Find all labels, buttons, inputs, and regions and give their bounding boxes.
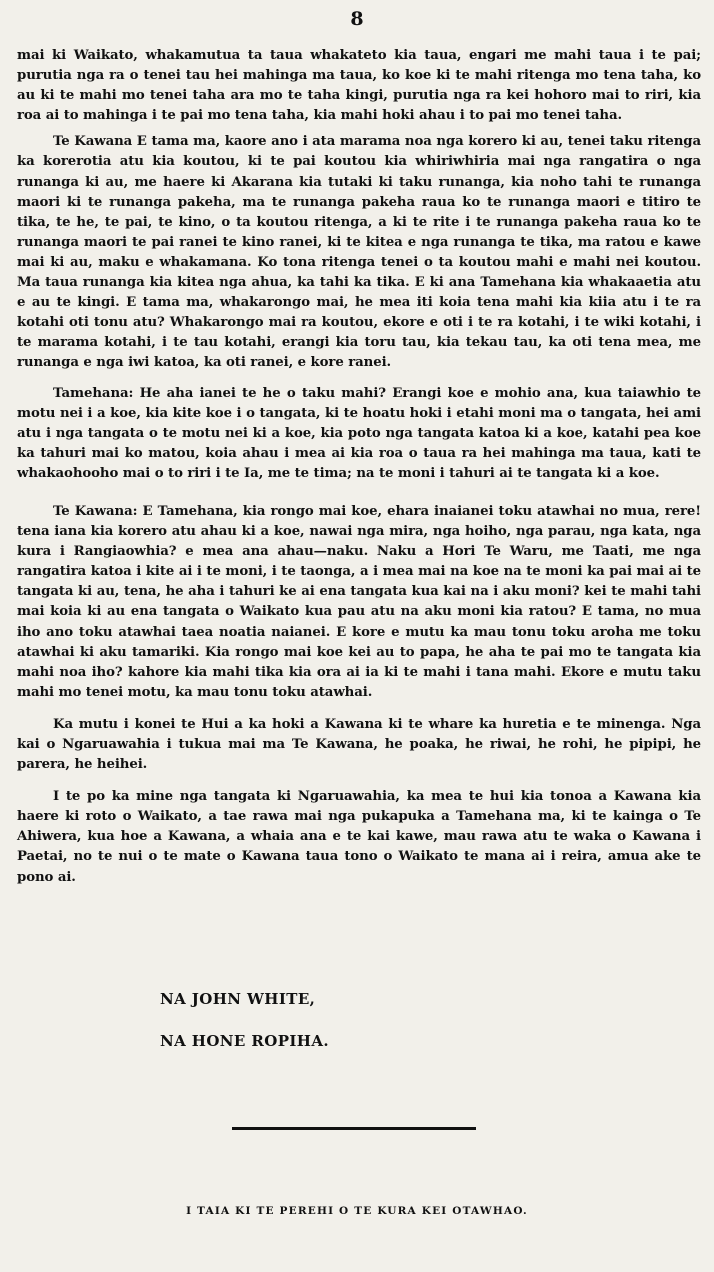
horizontal-rule <box>232 1127 476 1130</box>
paragraph-hui-end: Ka mutu i konei te Hui a ka hoki a Kawana ki te whare ka huretia e te minenga. Nga kai o Ngaruawahia i tukua mai ma Te Kawana, he poaka, he riwai, he rohi, he pipipi, he parera, he heihei. <box>17 716 701 773</box>
paragraph-continuation: mai ki Waikato, whakamutua ta taua whakateto kia taua, engari me mahi taua i te pai; purutia nga ra o tenei tau hei mahinga ma taua, ko koe ki te mahi ritenga mo tena taha, ko au ki te mahi mo tenei taha ara mo te taha kingi, purutia nga ra kei hohoro mai to riri, kia roa ai to mahinga i te pai mo tena taha, kia mahi hoki ahau i to pai mo tenei taha. <box>17 48 701 124</box>
paragraph-kawana-reply: Te Kawana E tama ma, kaore ano i ata marama noa nga korero ki au, tenei taku ritenga ka korerotia atu kia koutou, ki te pai koutou kia whiriwhiria mai nga rangatira o nga runanga ki au, me haere ki Akarana kia tutaki ki taku runanga, kia noho tahi te runanga maori ki te runanga pakeha, ma te runanga pakeha raua ko te runanga maori e titiro te tika, te he, te pai, te kino, o ta koutou ritenga, a ki te rite i te runanga pakeha raua ko te runanga maori te pai ranei te kino ranei, ki te kitea e nga runanga te tika, ma ratou e kawe mai ki au, maku e whakamana. Ko tona ritenga tenei o ta koutou mahi e mahi nei koutou. Ma taua runanga kia kitea nga ahua, ka tahi ka tika. E ki ana Tamehana kia whakaaetia atu e au te kingi. E tama ma, whakarongo mai, he mea iti koia tena mahi kia kiia atu i te ra kotahi oti tonu atu? Whakarongo mai ra koutou, ekore e oti i te ra kotahi, i te wiki kotahi, i te marama kotahi, i te tau kotahi, erangi kia toru tau, kia tekau tau, ka oti tena mea, me runanga e nga iwi katoa, ka oti ranei, e kore ranei. <box>17 134 701 371</box>
paragraph-night: I te po ka mine nga tangata ki Ngaruawahia, ka mea te hui kia tonoa a Kawana kia haere ki roto o Waikato, a tae rawa mai nga pukapuka a Tamehana ma, ki te kainga o Te Ahiwera, kua hoe a Kawana, a whaia ana e te kai kawe, mau rawa atu te waka o Kawana i Paetai, no te nui o te mate o Kawana taua tono o Waikato te mana ai i reira, amua ake te pono ai. <box>17 789 701 885</box>
paragraph-tamehana: Tamehana: He aha ianei te he o taku mahi? Erangi koe e mohio ana, kua taiawhio te motu nei i a koe, kia kite koe i o tangata, ki te hoatu hoki i etahi moni ma o tangata, hei ami atu i nga tangata o te motu nei ki a koe, kia poto nga tangata katoa ki a koe, katahi pea koe ka tahuri mai ko matou, koia ahau i mea ai kia roa o taua ra hei mahinga ma taua, kati te whakaohooho mai o to riri i te Ia, me te tima; na te moni i tahuri ai te tangata ki a koe. <box>17 385 701 481</box>
signature-john-white: NA JOHN WHITE, <box>160 990 316 1008</box>
page-number: 8 <box>350 8 364 30</box>
signature-hone-ropiha: NA HONE ROPIHA. <box>160 1032 330 1050</box>
printer-footer: I TAIA KI TE PEREHI O TE KURA KEI OTAWHAO. <box>186 1205 528 1217</box>
paragraph-kawana-answer: Te Kawana: E Tamehana, kia rongo mai koe, ehara inaianei toku atawhai no mua, rere! tena iana kia korero atu ahau ki a koe, nawai nga mira, nga hoiho, nga parau, nga kata, nga kura i Rangiaowhia? e mea ana ahau—naku. Naku a Hori Te Waru, me Taati, me nga rangatira katoa i kite ai i te moni, i te taonga, a i mea mai na koe na te moni ka pai mai ai te tangata ki au, tena, he aha i tahuri ke ai ena tangata kua kai na i aku moni? kei te mahi tahi mai koia ki au ena tangata o Waikato kua pau atu na aku moni kia ratou? E tama, no mua iho ano toku atawhai taea noatia naianei. E kore e mutu ka mau tonu toku aroha me toku atawhai ki aku tamariki. Kia rongo mai koe kei au to papa, he aha te pai mo te tangata kia mahi noa iho? kahore kia mahi tika kia ora ai ia ki te mahi i tana mahi. Ekore e mutu taku mahi mo tenei motu, ka mau tonu toku atawhai. <box>17 503 701 700</box>
article-body <box>17 46 701 888</box>
